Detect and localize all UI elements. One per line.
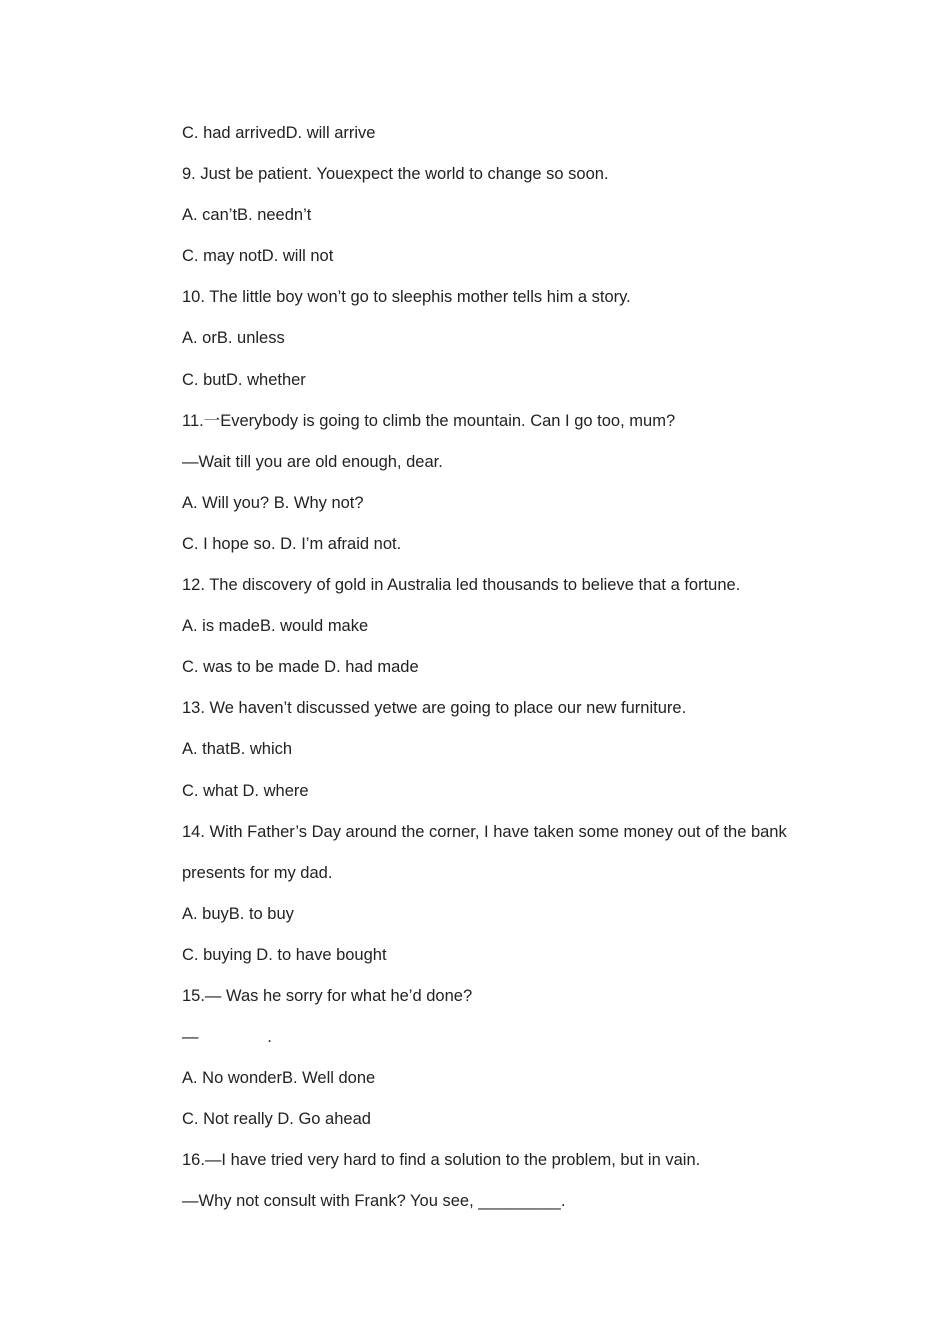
text-line: C. I hope so. D. I’m afraid not. — [182, 534, 402, 553]
text-line: A. No wonderB. Well done — [182, 1069, 376, 1088]
question-text — [182, 122, 822, 1232]
text-line: C. was to be made D. had made — [182, 658, 419, 677]
text-line: A. Will you? B. Why not? — [182, 493, 364, 512]
text-line: C. Not really D. Go ahead — [182, 1110, 371, 1129]
text-line: 13. We haven’t discussed yetwe are going to place our new furniture. — [182, 699, 687, 718]
text-line: 14. With Father’s Day around the corner, I have taken some money out of the bank — [182, 822, 787, 841]
text-line: 9. Just be patient. Youexpect the world to change so soon. — [182, 165, 609, 184]
text-line: C. butD. whether — [182, 370, 306, 389]
text-line: A. orB. unless — [182, 329, 285, 348]
text-line: C. may notD. will not — [182, 247, 334, 266]
text-line: 16.—I have tried very hard to find a solution to the problem, but in vain. — [182, 1151, 701, 1170]
text-line: C. buying D. to have bought — [182, 945, 387, 964]
text-line: —Wait till you are old enough, dear. — [182, 452, 443, 471]
text-line: —Why not consult with Frank? You see, _________. — [182, 1192, 566, 1211]
text-line: A. thatB. which — [182, 740, 293, 759]
text-line: presents for my dad. — [182, 863, 333, 882]
text-line: C. what D. where — [182, 781, 309, 800]
text-line: — . — [182, 1028, 272, 1047]
text-line: A. is madeB. would make — [182, 617, 369, 636]
text-line: 11.一Everybody is going to climb the mountain. Can I go too, mum? — [182, 411, 676, 430]
text-line: A. can’tB. needn’t — [182, 206, 312, 225]
text-line: A. buyB. to buy — [182, 904, 294, 923]
text-line: 10. The little boy won’t go to sleephis mother tells him a story. — [182, 288, 631, 307]
text-line: C. had arrivedD. will arrive — [182, 124, 376, 142]
text-line: 15.— Was he sorry for what he’d done? — [182, 986, 473, 1005]
text-line: 12. The discovery of gold in Australia led thousands to believe that a fortune. — [182, 576, 741, 595]
